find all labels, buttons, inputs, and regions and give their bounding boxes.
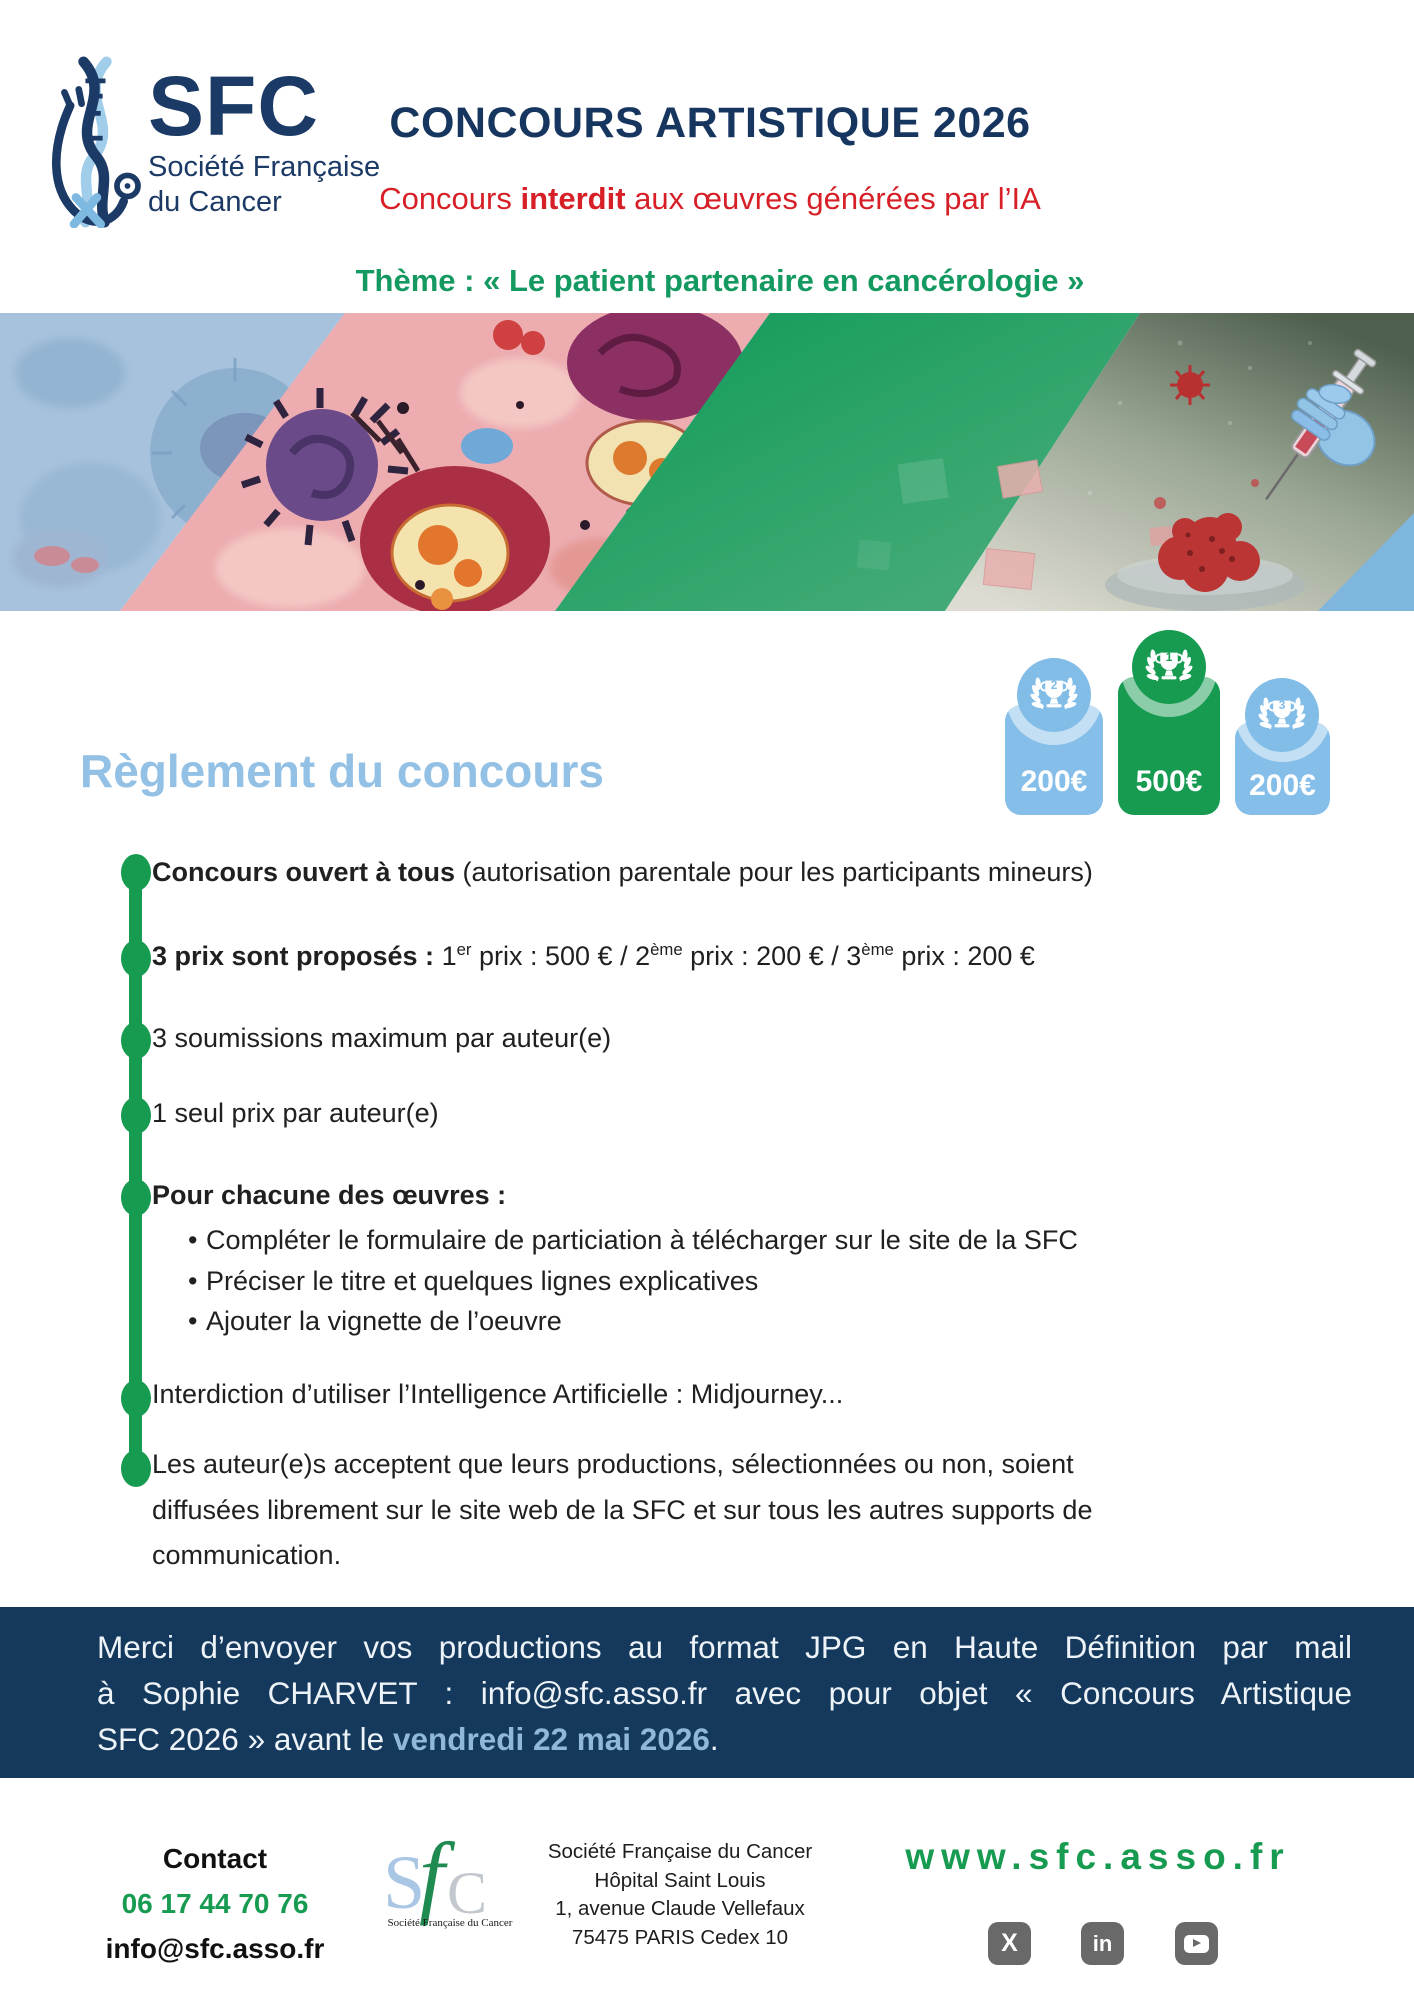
footer-logo-letter-c: C — [447, 1860, 488, 1926]
trophy-icon — [1029, 670, 1079, 720]
x-twitter-icon[interactable] — [988, 1922, 1031, 1965]
svg-text:2: 2 — [1050, 678, 1058, 692]
deadline-date: vendredi 22 mai 2026 — [392, 1721, 710, 1757]
prize-podium — [1000, 628, 1336, 818]
rule-max-submissions: 3 soumissions maximum par auteur(e) — [152, 1023, 612, 1053]
subtitle-bold-word: interdit — [520, 181, 626, 216]
rule-open-to-all: Concours ouvert à tous (autorisation parentale pour les participants mineurs) — [152, 857, 1093, 887]
timeline-dot — [121, 1097, 151, 1134]
timeline-dot — [121, 1450, 151, 1487]
podium-first-place — [1118, 630, 1220, 815]
bullet-item: • Ajouter la vignette de l’oeuvre — [162, 1301, 1078, 1342]
banner-collage — [0, 313, 1414, 611]
x-glyph: X — [1001, 1929, 1018, 1957]
contact-phone: 06 17 44 70 76 — [121, 1888, 309, 1919]
footer-logo-letter-f: f — [419, 1824, 445, 1926]
rule-single-prize: 1 seul prix par auteur(e) — [152, 1098, 439, 1128]
contact-label: Contact — [162, 1843, 268, 1874]
sfc-footer-logo — [383, 1824, 517, 1940]
rule-each-work-bullets — [162, 1220, 1078, 1342]
section-heading: Règlement du concours — [80, 745, 604, 798]
podium-third-place — [1235, 678, 1330, 815]
rule-ai-ban: Interdiction d’utiliser l’Intelligence Artificielle : Midjourney... — [152, 1379, 844, 1409]
theme-line: Thème : « Le patient partenaire en cancérologie » — [355, 263, 1085, 298]
prize-amount: 200€ — [1249, 769, 1316, 802]
banner-collage-art — [0, 313, 1414, 611]
trophy-badge — [1245, 678, 1319, 752]
timeline-dot — [121, 1022, 151, 1059]
prize-amount: 500€ — [1135, 765, 1203, 798]
rule-diffusion-rights: Les auteur(e)s acceptent que leurs productions, sélectionnées ou non, soient diffusées librement sur le site web de la SFC et sur tous les autres supports de communication. — [152, 1449, 1093, 1570]
timeline-dot — [121, 854, 151, 891]
youtube-icon[interactable] — [1175, 1922, 1218, 1965]
podium-second-place — [1005, 658, 1103, 815]
footer-logo-caption: Société Française du Cancer — [387, 1917, 513, 1929]
trophy-badge — [1017, 658, 1091, 732]
sfc-dna-stethoscope-logo-icon — [46, 56, 144, 228]
trophy-icon — [1144, 642, 1194, 692]
trophy-badge — [1132, 630, 1206, 704]
subtitle-ai-ban: Concours interdit aux œuvres générées par l’IA — [379, 181, 1041, 216]
bullet-item: • Compléter le formulaire de particiation à télécharger sur le site de la SFC — [162, 1220, 1078, 1261]
submission-cta-band — [0, 1607, 1414, 1778]
address-block — [520, 1838, 840, 1952]
logo-org-line1: Société Française — [148, 151, 381, 183]
prize-amount: 200€ — [1020, 765, 1088, 798]
timeline-dot — [121, 1380, 151, 1417]
website-url[interactable]: www.sfc.asso.fr — [905, 1836, 1291, 1877]
contact-email[interactable]: info@sfc.asso.fr — [105, 1933, 325, 1964]
address-line: 75475 PARIS Cedex 10 — [571, 1925, 789, 1949]
timeline-dot — [121, 1179, 151, 1216]
linkedin-glyph: in — [1092, 1930, 1113, 1956]
address-line: Société Française du Cancer — [547, 1840, 813, 1863]
footer-logo-letter-s: S — [383, 1841, 426, 1925]
address-line: Hôpital Saint Louis — [594, 1868, 766, 1892]
timeline-dot — [121, 940, 151, 977]
address-line: 1, avenue Claude Vellefaux — [555, 1897, 805, 1920]
svg-text:1: 1 — [1165, 650, 1173, 664]
submission-instructions: Merci d’envoyer vos productions au format JPG en Haute Définition par mail à Sophie CHARVET : info@sfc.asso.fr avec pour objet « Concours Artistique SFC 2026 » avant le vendredi 22 mai 2026. — [97, 1629, 1352, 1757]
page-title: CONCOURS ARTISTIQUE 2026 — [389, 98, 1031, 147]
rule-each-work-heading: Pour chacune des œuvres : — [152, 1180, 507, 1210]
svg-text:3: 3 — [1278, 698, 1286, 712]
logo-org-line2: du Cancer — [148, 186, 282, 218]
trophy-icon — [1257, 690, 1307, 740]
linkedin-icon[interactable] — [1081, 1922, 1124, 1965]
rule-prizes: 3 prix sont proposés : 1er prix : 500 € / 2ème prix : 200 € / 3ème prix : 200 € — [152, 940, 1035, 971]
bullet-item: • Préciser le titre et quelques lignes explicatives — [162, 1261, 1078, 1302]
contact-block — [55, 1843, 375, 1965]
youtube-play-glyph — [1184, 1935, 1209, 1953]
logo-acronym: SFC — [148, 59, 319, 153]
